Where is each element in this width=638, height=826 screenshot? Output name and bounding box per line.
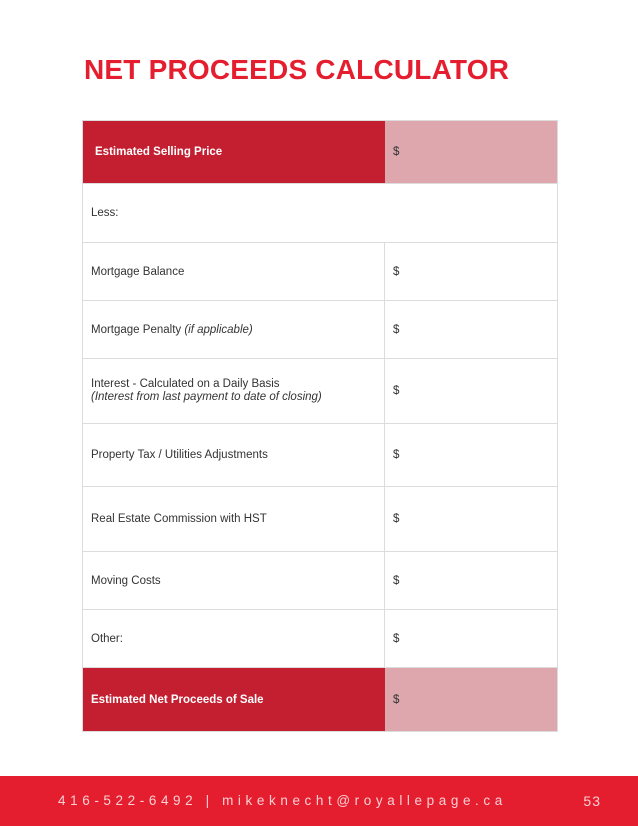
net-proceeds-table xyxy=(82,120,558,732)
row-mortgage-penalty xyxy=(83,301,557,359)
row-commission xyxy=(83,487,557,552)
label-property-tax: Property Tax / Utilities Adjustments xyxy=(83,424,385,486)
value-net-proceeds[interactable]: $ xyxy=(385,668,557,731)
value-moving-costs[interactable]: $ xyxy=(393,574,400,587)
value-mortgage-balance[interactable]: $ xyxy=(393,265,400,278)
value-commission[interactable]: $ xyxy=(393,513,400,525)
label-mortgage-balance: Mortgage Balance xyxy=(83,243,385,300)
label-moving-costs: Moving Costs xyxy=(83,552,385,609)
interest-note: (Interest from last payment to date of closing) xyxy=(91,391,322,403)
mortgage-penalty-note: (if applicable) xyxy=(184,323,253,336)
row-mortgage-balance xyxy=(83,243,557,301)
label-selling-price: Estimated Selling Price xyxy=(83,121,385,183)
label-less: Less: xyxy=(91,207,119,219)
interest-text: Interest - Calculated on a Daily Basis xyxy=(91,378,280,390)
page-number: 53 xyxy=(583,793,601,809)
value-interest[interactable]: $ xyxy=(393,385,400,397)
row-property-tax xyxy=(83,424,557,487)
value-mortgage-penalty[interactable]: $ xyxy=(393,323,400,336)
row-moving-costs xyxy=(83,552,557,610)
page-title: NET PROCEEDS CALCULATOR xyxy=(84,54,510,85)
value-other[interactable]: $ xyxy=(393,632,400,645)
row-less xyxy=(83,184,557,243)
label-other: Other: xyxy=(83,610,385,667)
label-interest xyxy=(83,359,385,423)
row-selling-price xyxy=(83,121,557,184)
label-commission: Real Estate Commission with HST xyxy=(83,487,385,551)
row-net-proceeds xyxy=(83,668,557,731)
footer-contact: 416-522-6492 | mikeknecht@royallepage.ca xyxy=(58,793,507,808)
value-selling-price[interactable]: $ xyxy=(385,121,557,183)
value-property-tax[interactable]: $ xyxy=(393,449,400,461)
mortgage-penalty-text: Mortgage Penalty xyxy=(91,323,182,336)
row-other xyxy=(83,610,557,668)
footer-bar xyxy=(0,776,638,826)
row-interest xyxy=(83,359,557,424)
label-net-proceeds: Estimated Net Proceeds of Sale xyxy=(83,668,385,731)
label-mortgage-penalty xyxy=(83,301,385,358)
